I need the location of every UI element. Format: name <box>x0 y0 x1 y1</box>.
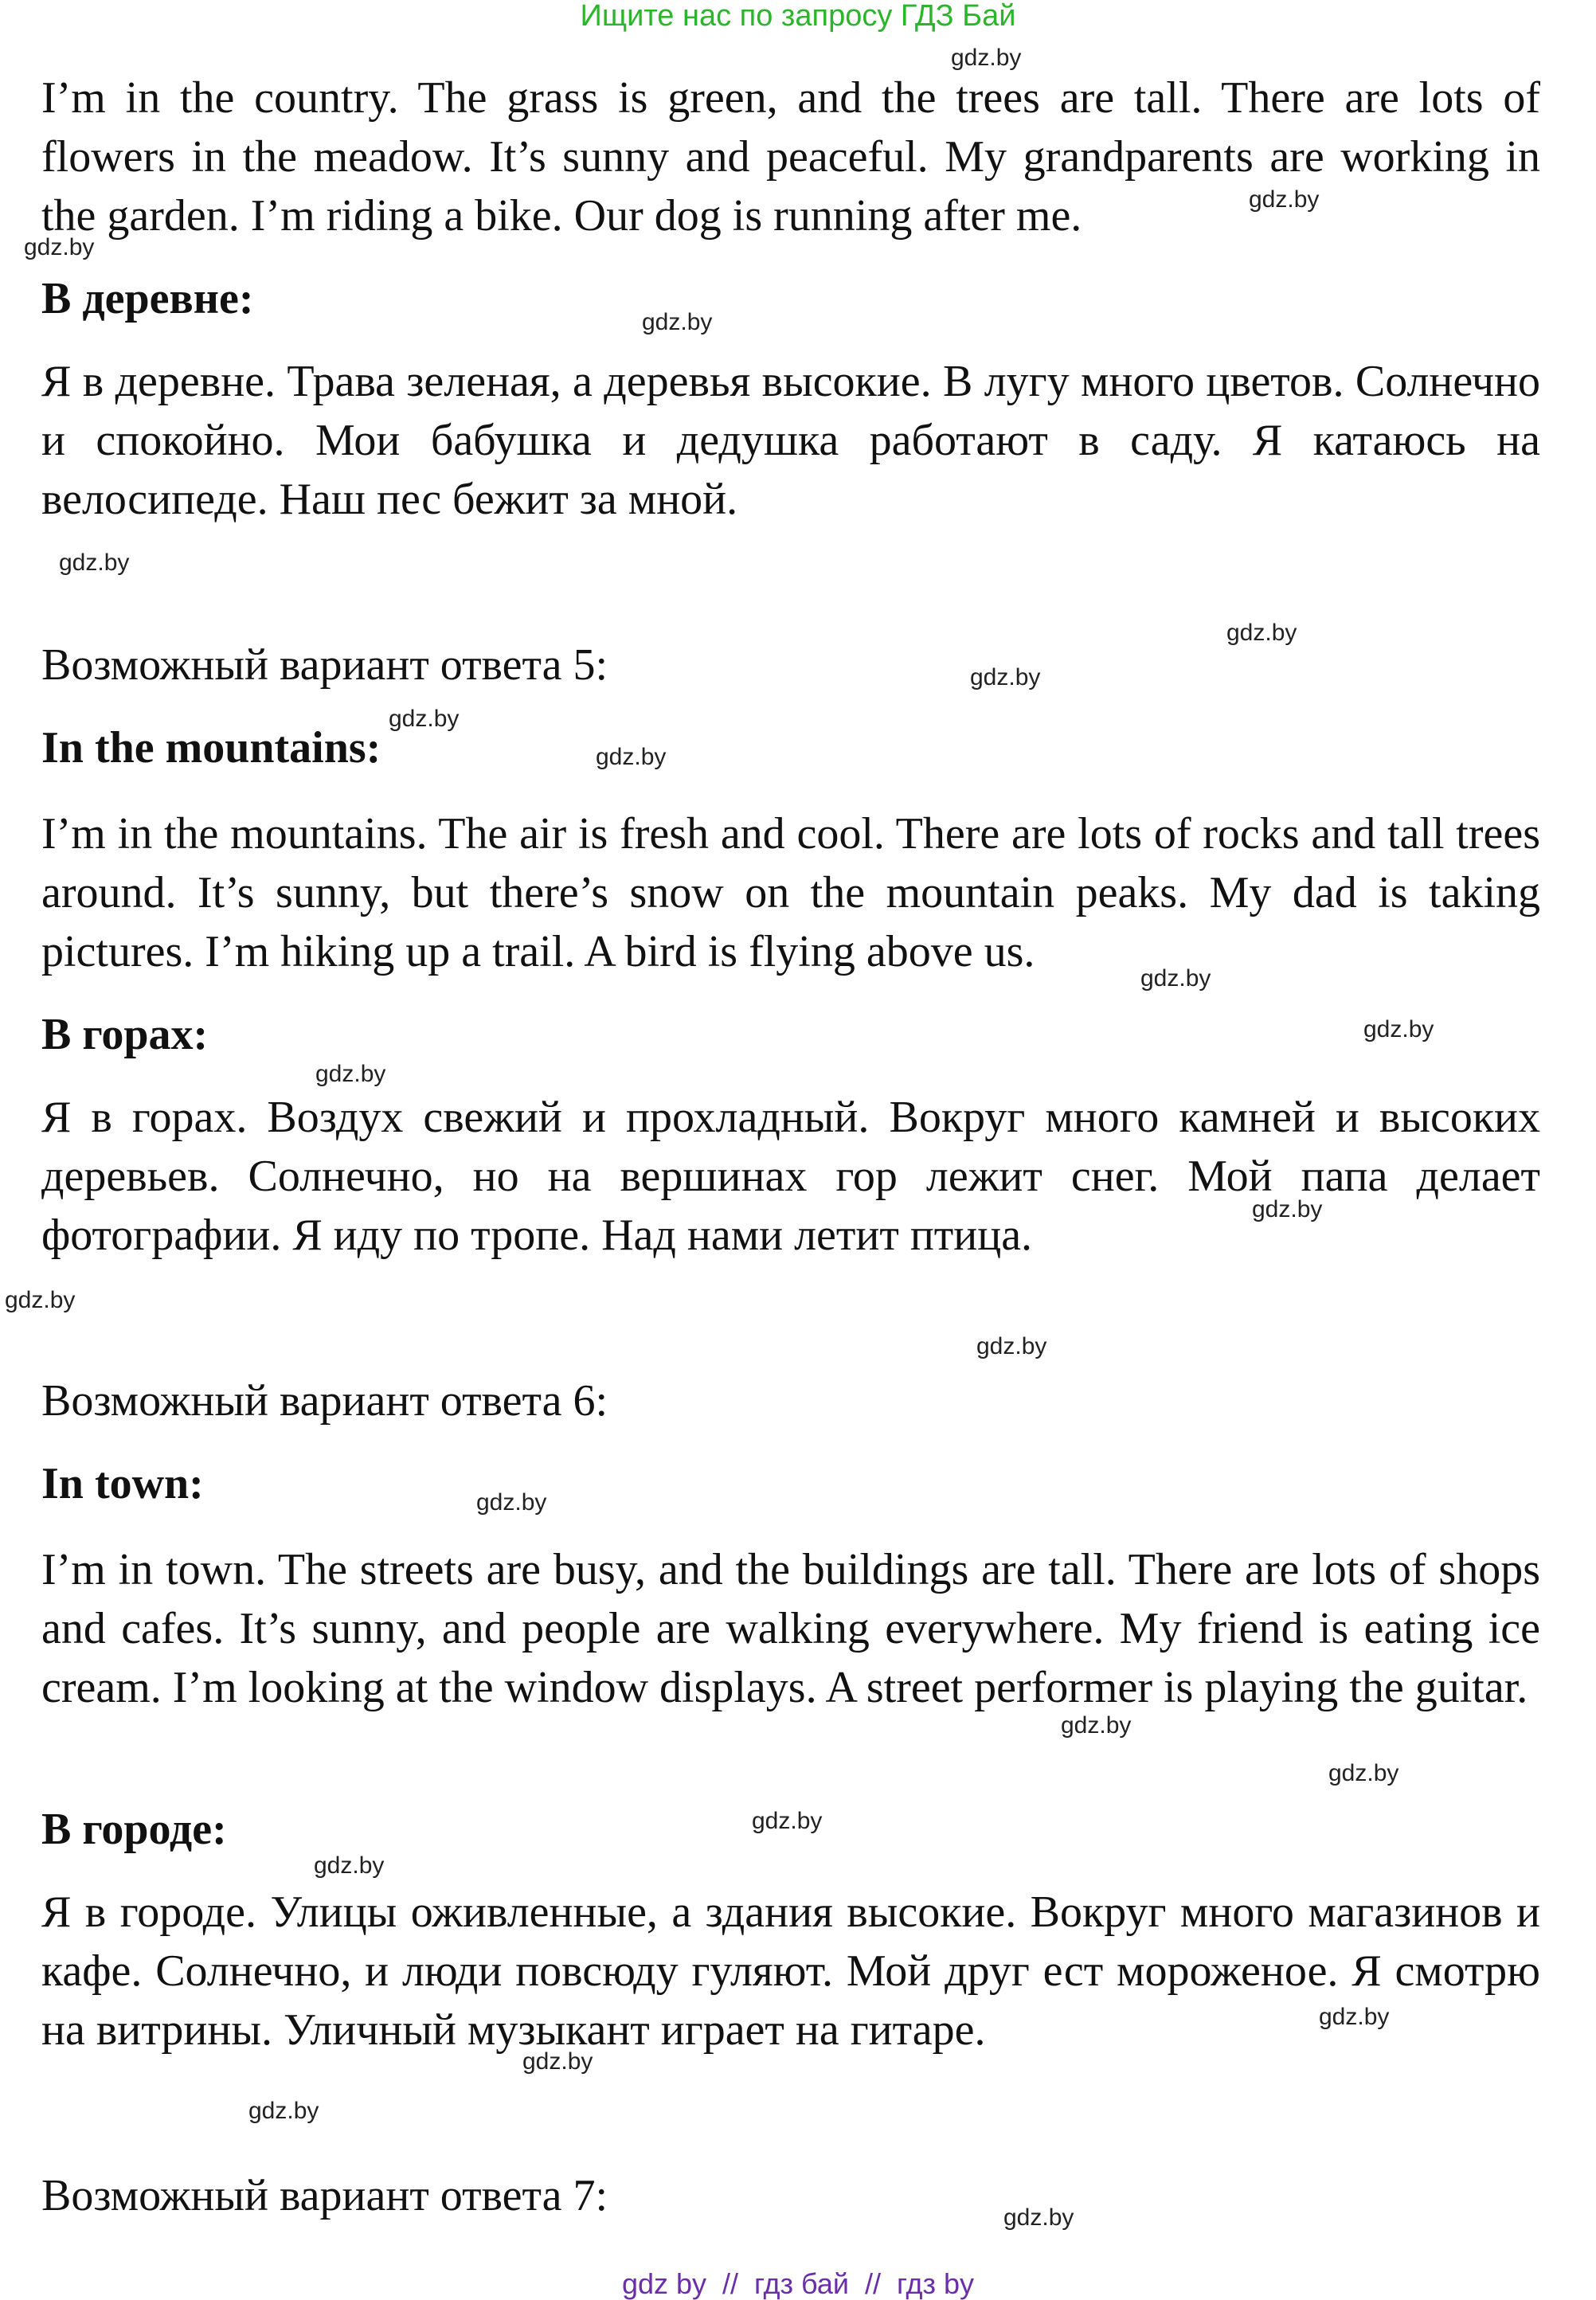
variant-7-label: Возможный вариант ответа 7: <box>41 2171 608 2220</box>
country-russian-paragraph: Я в деревне. Трава зеленая, а деревья высокие. В лугу много цветов. Солнечно и спокойно. Мои бабушка и дедушка работают в саду. Я катаюсь на велосипеде. Наш пес бежит за мной. <box>41 357 1540 524</box>
watermark: gdz.by <box>389 706 460 732</box>
watermark: gdz.by <box>1328 1760 1399 1786</box>
variant-5-label: Возможный вариант ответа 5: <box>41 640 608 690</box>
variant-6-label: Возможный вариант ответа 6: <box>41 1376 608 1426</box>
watermark: gdz.by <box>752 1808 823 1834</box>
town-heading: In town: <box>41 1459 204 1508</box>
mountains-russian-heading: В горах: <box>41 1010 209 1059</box>
town-english-paragraph: I’m in town. The streets are busy, and the buildings are tall. There are lots of shops and cafes. It’s sunny, and people are walking everywhere. My friend is eating ice cream. I’m looking at the window displays. A street performer is playing the guitar. <box>41 1545 1540 1712</box>
watermark: gdz.by <box>315 1061 386 1087</box>
town-russian-paragraph: Я в городе. Улицы оживленные, а здания высокие. Вокруг много магазинов и кафе. Солнечно, и люди повсюду гуляют. Мой друг ест мороженое. Я смотрю на витрины. Уличный музыкант играет на гитаре. <box>41 1887 1540 2055</box>
watermark: gdz.by <box>5 1287 76 1313</box>
watermark: gdz.by <box>970 664 1041 690</box>
watermark: gdz.by <box>642 309 713 335</box>
watermark: gdz.by <box>476 1489 547 1516</box>
watermark: gdz.by <box>951 45 1022 71</box>
mountains-heading: In the mountains: <box>41 723 381 773</box>
country-english-paragraph: I’m in the country. The grass is green, and the trees are tall. There are lots of flowers in the meadow. It’s sunny and peaceful. My grandparents are working in the garden. I’m riding a bike. Our dog is running after me. <box>41 73 1540 241</box>
watermark: gdz.by <box>1252 1196 1323 1222</box>
footer-links: gdz by // гдз бай // гдз by <box>621 2267 975 2300</box>
watermark: gdz.by <box>59 550 130 576</box>
watermark: gdz.by <box>248 2098 319 2124</box>
watermark: gdz.by <box>314 1852 385 1879</box>
watermark: gdz.by <box>1226 620 1297 646</box>
mountains-english-paragraph: I’m in the mountains. The air is fresh and cool. There are lots of rocks and tall trees around. It’s sunny, but there’s snow on the mountain peaks. My dad is taking pictures. I’m hiking up a trail. A bird is flying above us. <box>41 809 1540 976</box>
watermark: gdz.by <box>1061 1712 1132 1739</box>
watermark: gdz.by <box>1003 2204 1074 2231</box>
watermark: gdz.by <box>1319 2004 1390 2030</box>
watermark: gdz.by <box>596 744 667 770</box>
watermark: gdz.by <box>1249 186 1320 213</box>
top-banner: Ищите нас по запросу ГДЗ Бай <box>580 0 1016 33</box>
mountains-russian-paragraph: Я в горах. Воздух свежий и прохладный. Вокруг много камней и высоких деревьев. Солнечно, но на вершинах гор лежит снег. Мой папа делает фотографии. Я иду по тропе. Над нами летит птица. <box>41 1093 1540 1260</box>
town-russian-heading: В городе: <box>41 1805 227 1854</box>
watermark: gdz.by <box>522 2048 593 2075</box>
country-russian-heading: В деревне: <box>41 274 254 323</box>
watermark: gdz.by <box>24 234 95 260</box>
watermark: gdz.by <box>1363 1016 1434 1042</box>
watermark: gdz.by <box>976 1333 1047 1359</box>
watermark: gdz.by <box>1140 965 1211 992</box>
